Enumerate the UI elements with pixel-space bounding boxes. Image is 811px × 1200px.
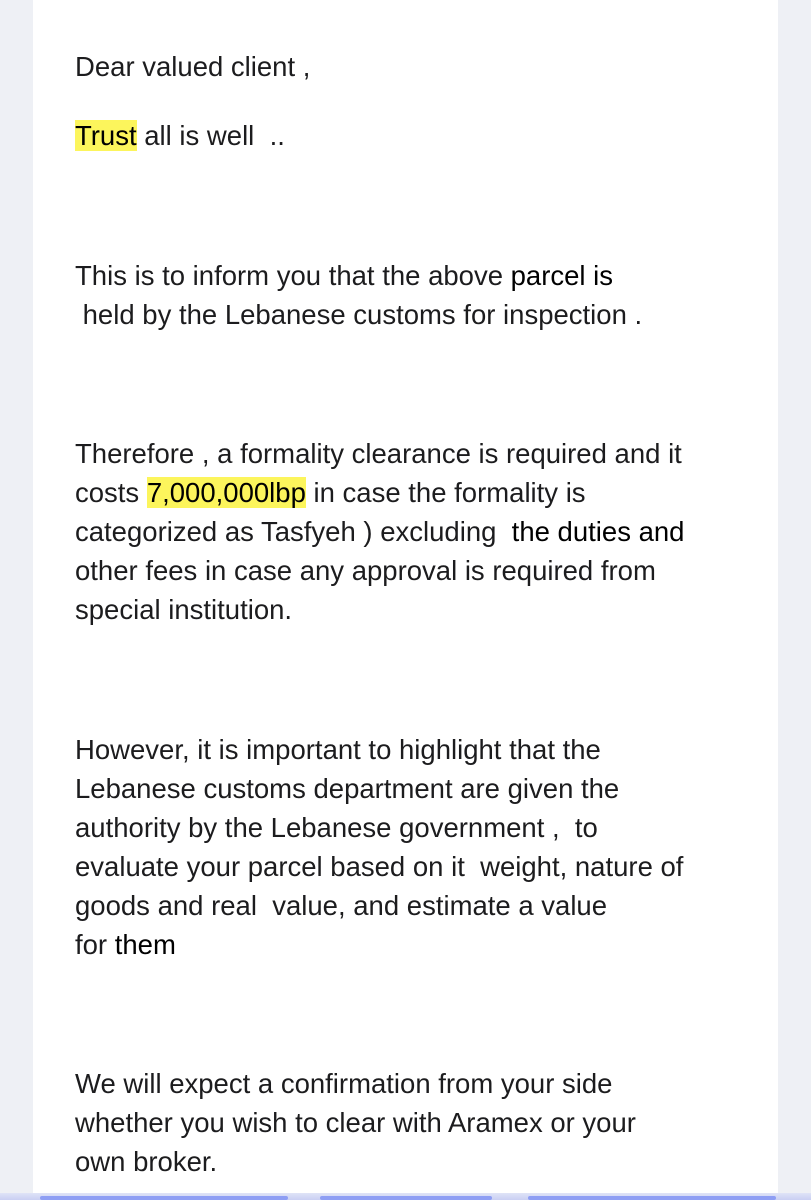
paragraph-1-text: This is to inform you that the above xyxy=(75,260,511,291)
for-text: for xyxy=(75,929,115,960)
paragraph-1-line-2: held by the Lebanese customs for inspection . xyxy=(75,299,643,330)
email-body xyxy=(33,0,778,1200)
greeting: Dear valued client , xyxy=(75,51,311,82)
bottom-toolbar-button-right[interactable] xyxy=(528,1196,776,1200)
them-text: them xyxy=(114,929,176,960)
paragraph-2-line-5: special institution. xyxy=(75,594,293,625)
paragraph-3-line-6 xyxy=(75,926,176,964)
paragraph-2-line-1: Therefore , a formality clearance is required and it xyxy=(75,438,682,469)
paragraph-1-line-1 xyxy=(75,257,613,295)
highlighted-word-trust: Trust xyxy=(75,120,137,151)
paragraph-4-line-1: We will expect a confirmation from your side xyxy=(75,1068,613,1099)
bottom-toolbar-button-center[interactable] xyxy=(320,1196,492,1200)
paragraph-3-line-4: evaluate your parcel based on it weight, nature of xyxy=(75,851,684,882)
paragraph-4-line-3: own broker. xyxy=(75,1146,218,1177)
costs-text: costs xyxy=(75,477,147,508)
paragraph-3-line-3: authority by the Lebanese government , to xyxy=(75,812,598,843)
paragraph-2-line-3 xyxy=(75,513,684,551)
paragraph-2-line-2 xyxy=(75,474,586,512)
well-wishes-text: all is well .. xyxy=(136,120,285,151)
formality-text: in case the formality is xyxy=(305,477,586,508)
categorized-text: categorized as Tasfyeh ) excluding xyxy=(75,516,497,547)
paragraph-3-line-1: However, it is important to highlight that the xyxy=(75,734,601,765)
bottom-toolbar-button-left[interactable] xyxy=(40,1196,288,1200)
parcel-text: parcel is xyxy=(510,260,614,291)
paragraph-3-line-5: goods and real value, and estimate a value xyxy=(75,890,608,921)
highlighted-amount: 7,000,000lbp xyxy=(146,477,306,508)
paragraph-2-line-4: other fees in case any approval is required from xyxy=(75,555,656,586)
paragraph-4-line-2: whether you wish to clear with Aramex or your xyxy=(75,1107,636,1138)
duties-text: the duties and xyxy=(496,516,685,547)
well-wishes-line xyxy=(75,117,285,155)
paragraph-3-line-2: Lebanese customs department are given the xyxy=(75,773,620,804)
